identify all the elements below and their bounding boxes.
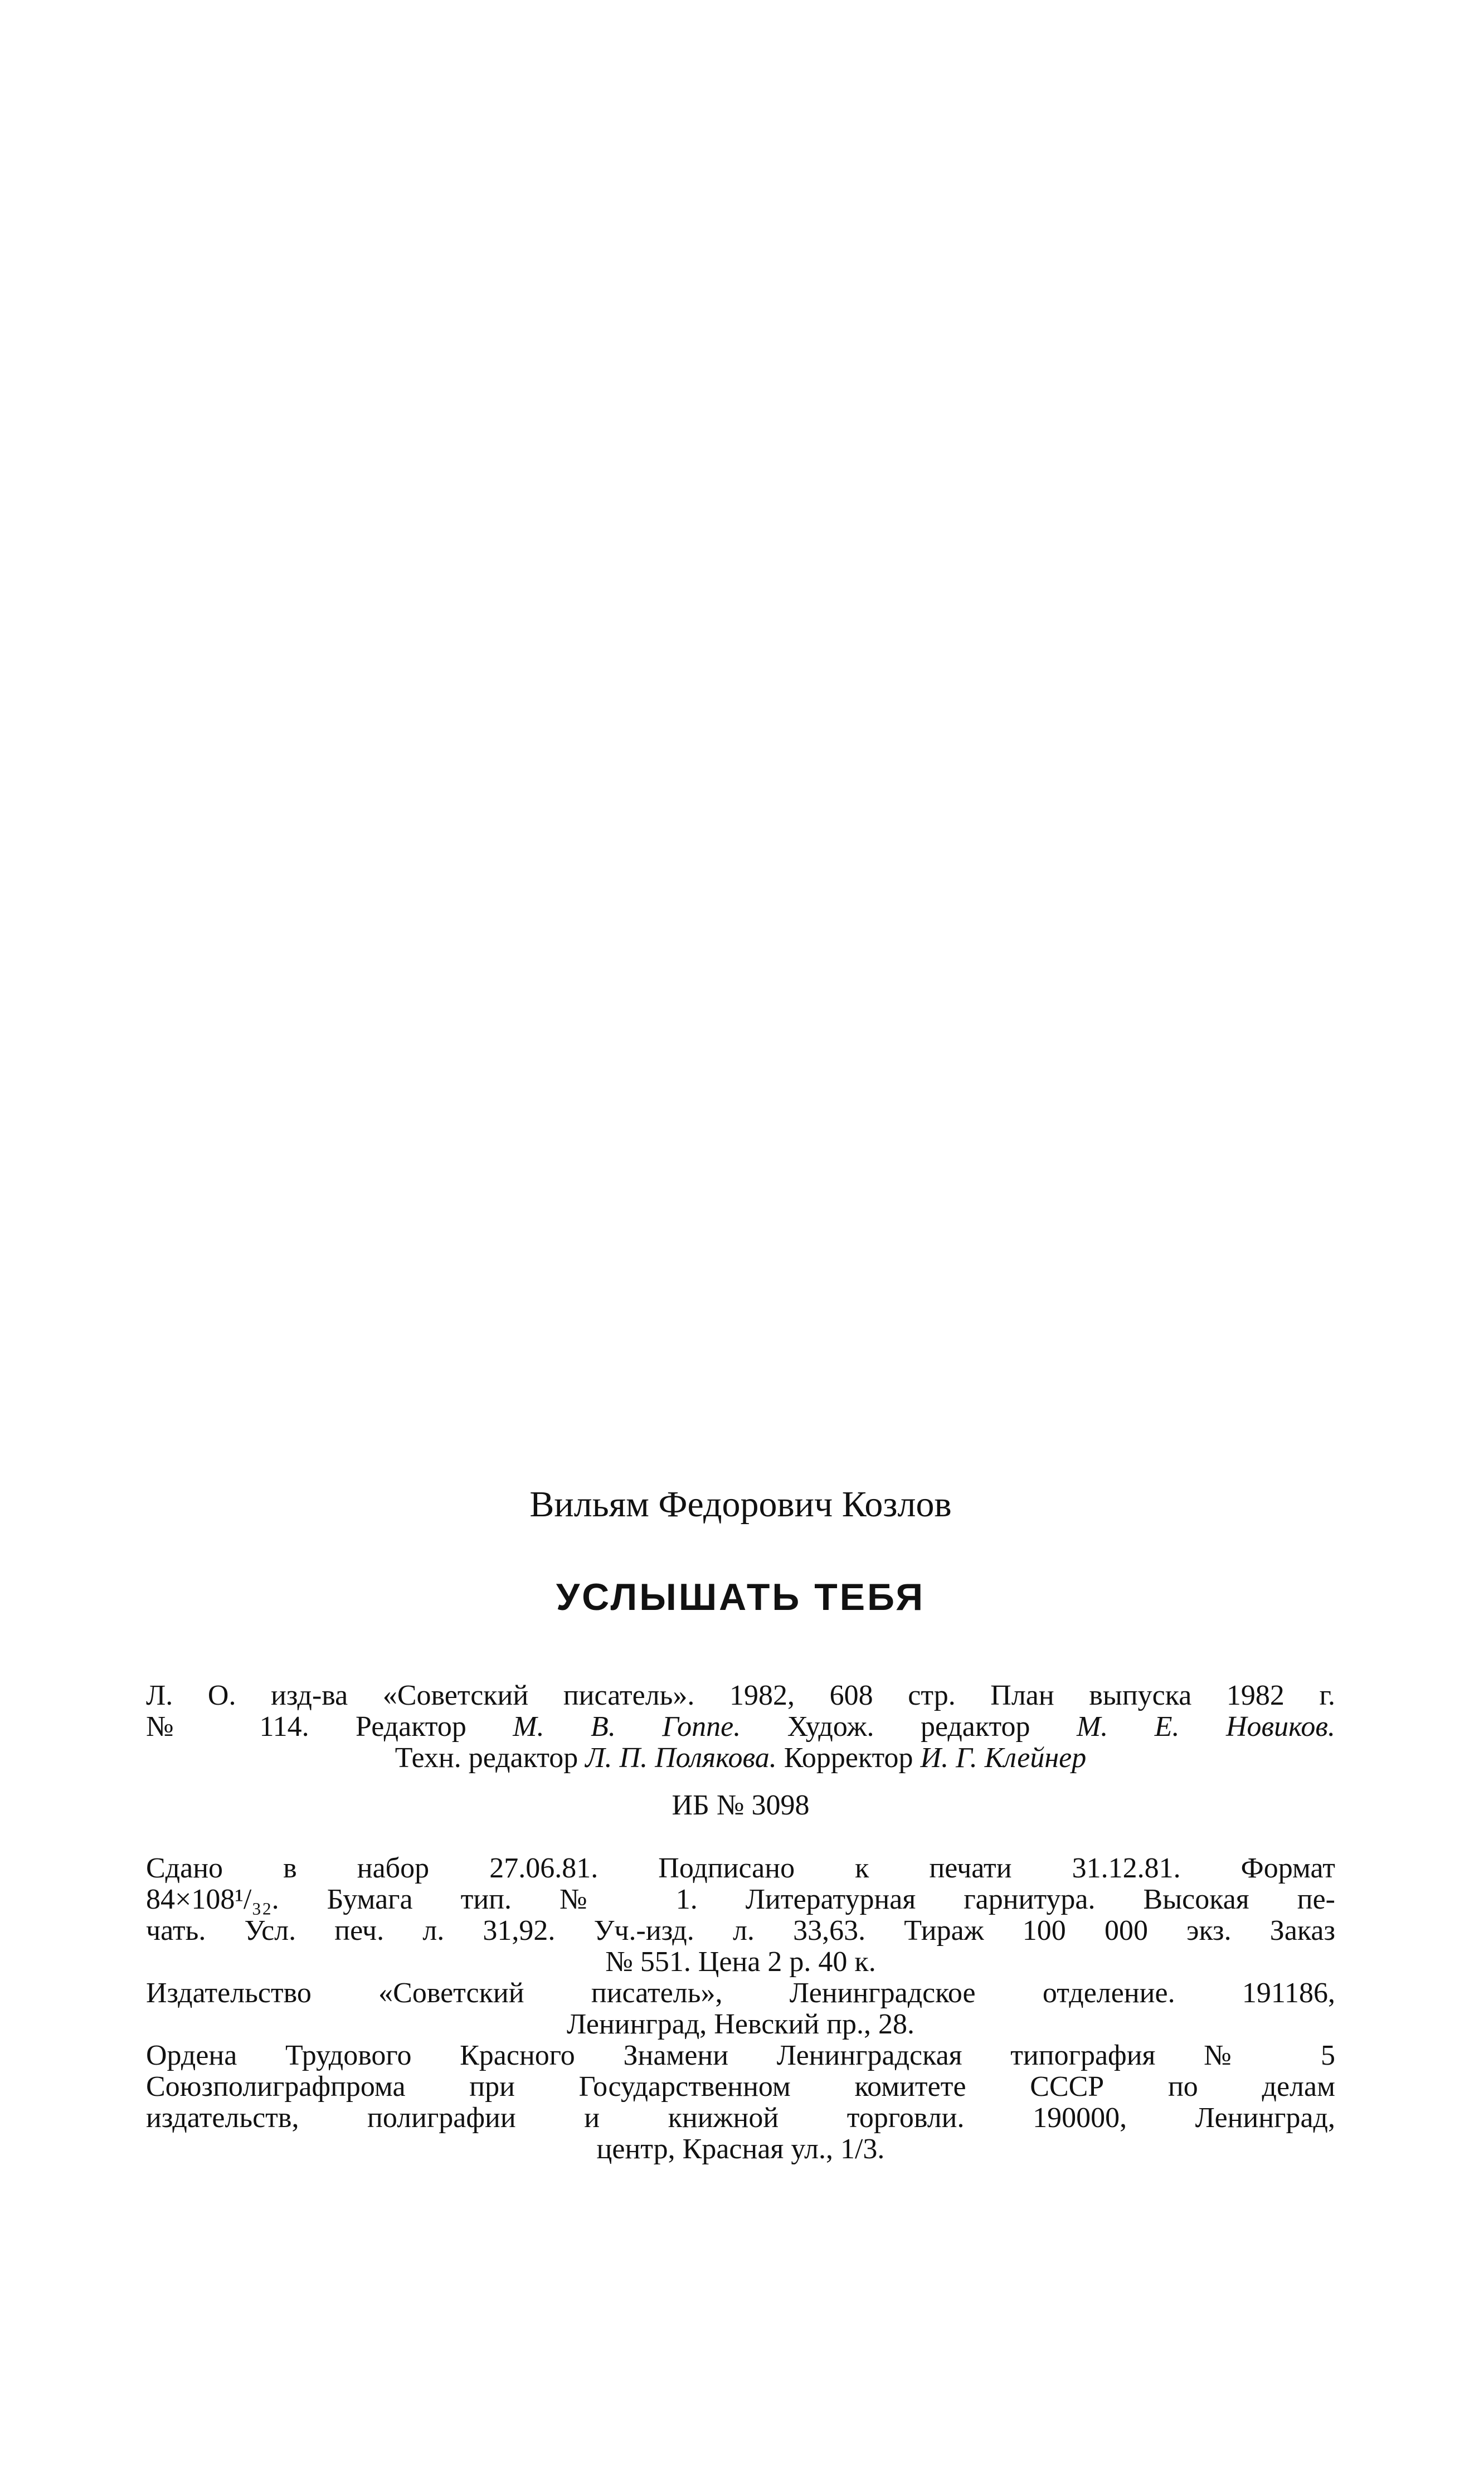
technical-data: [146, 1853, 1335, 2165]
tech-line: Ордена Трудового Красного Знамени Ленинградская типография № 5: [146, 2040, 1335, 2071]
tech-line: Издательство «Советский писатель», Ленинградское отделение. 191186,: [146, 1978, 1335, 2009]
tech-line: Ленинград, Невский пр., 28.: [566, 2009, 915, 2040]
tech-line: Союзполиграфпрома при Государственном комитете СССР по делам: [146, 2071, 1335, 2103]
pub-info-line-3-middle: Корректор: [776, 1743, 921, 1774]
tech-line: центр, Красная ул., 1/3.: [596, 2134, 885, 2165]
publication-info: [146, 1680, 1335, 1774]
tech-line: чать. Усл. печ. л. 31,92. Уч.-изд. л. 33,63. Тираж 100 000 экз. Заказ: [146, 1915, 1335, 1947]
tech-editor-name: Л. П. Полякова.: [585, 1743, 777, 1774]
book-title: УСЛЫШАТЬ ТЕБЯ: [556, 1576, 926, 1618]
pub-info-line-2-middle: Худож. редактор: [741, 1711, 1077, 1743]
art-editor-name: М. Е. Новиков.: [1076, 1711, 1335, 1743]
tech-line: 84×108¹/₃₂. Бумага тип. № 1. Литературная гарнитура. Высокая пе-: [146, 1884, 1335, 1915]
pub-info-line-2-prefix: № 114. Редактор: [146, 1711, 513, 1743]
author-name: Вильям Федорович Козлов: [529, 1484, 952, 1525]
pub-info-line-3: [146, 1743, 1335, 1774]
tech-line: Сдано в набор 27.06.81. Подписано к печати 31.12.81. Формат: [146, 1853, 1335, 1884]
pub-info-line-3-prefix: Техн. редактор: [395, 1743, 586, 1774]
pub-info-line-1: Л. О. изд-ва «Советский писатель». 1982, 608 стр. План выпуска 1982 г.: [146, 1680, 1335, 1711]
editor-name: М. В. Гоппе.: [513, 1711, 741, 1743]
pub-info-line-2: [146, 1711, 1335, 1743]
tech-line: издательств, полиграфии и книжной торговли. 190000, Ленинград,: [146, 2103, 1335, 2134]
tech-line: № 551. Цена 2 р. 40 к.: [605, 1947, 876, 1978]
ib-number: ИБ № 3098: [672, 1789, 810, 1821]
proofreader-name: И. Г. Клейнер: [920, 1743, 1087, 1774]
